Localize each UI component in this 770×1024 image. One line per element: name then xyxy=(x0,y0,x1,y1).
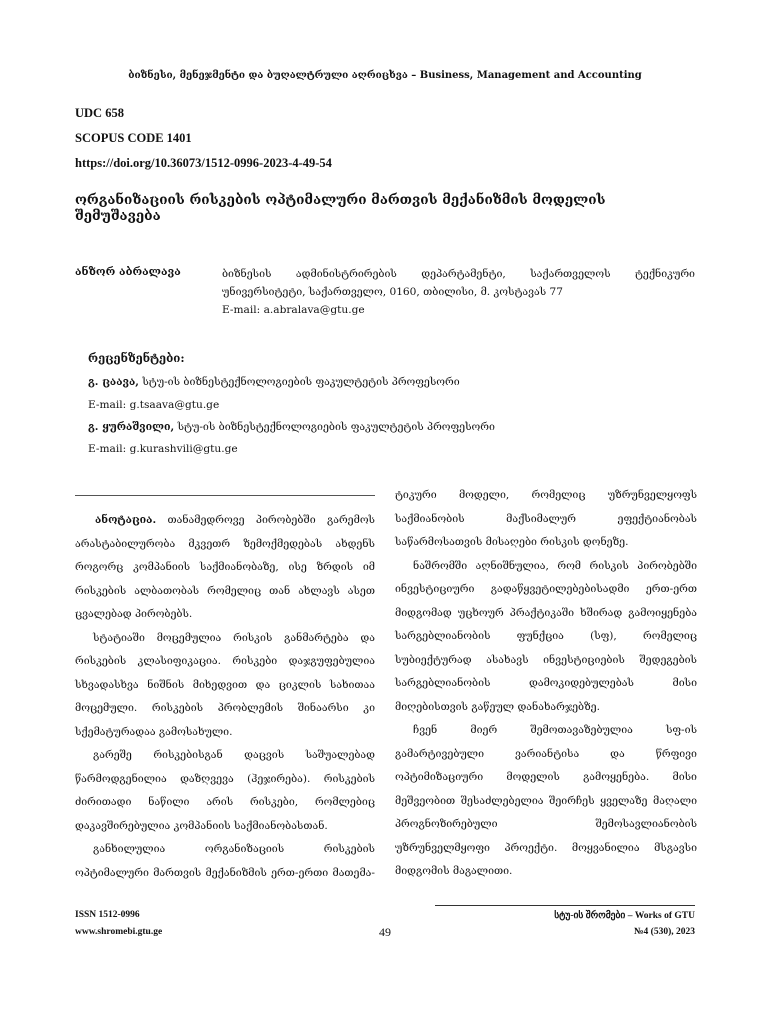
article-title: ორგანიზაციის რისკების ოპტიმალური მართვის მექანიზმის მოდელის შემუშავება xyxy=(75,192,606,224)
author-affiliation xyxy=(222,265,695,319)
abstract-paragraph-1: თანამედროვე პირობებში გარემოს არასტაბილურობა მკვეთრ ზემოქმედებას ახდენს როგორც კომპანიის საქმიანობაზე, ისე ზრდის იმ რისკების ალბათობას რომელიც თან ახლავს ასეთ ცვალებად პირობებს. xyxy=(75,514,375,620)
abstract-paragraph-5: ნაშრომში აღნიშნულია, რომ რისკის პირობებში ინვესტიციური გადაწყვეტილებებისადმი ერთ-ერთ მიდგომად უცხოურ პრაქტიკაში ხშირად გამოიყენება სარგებლიანობის ფუნქცია (სფ), რომელიც სუბიექტურად ასახავს ინვესტიციების შედეგების სარგებლიანობის დამოკიდებულებას მისი მიღებისთვის გაწეულ დანახარჯებზე. xyxy=(395,559,697,713)
author-email[interactable]: E-mail: a.abralava@gtu.ge xyxy=(222,304,365,316)
reviewer-2 xyxy=(88,421,495,433)
reviewer-1-name: გ. ცაავა, xyxy=(88,376,139,388)
reviewer-1-email[interactable]: E-mail: g.tsaava@gtu.ge xyxy=(88,399,220,411)
footer-issue: №4 (530), 2023 xyxy=(634,927,695,937)
doi-link[interactable]: https://doi.org/10.36073/1512-0996-2023-4-49-54 xyxy=(75,156,332,170)
abstract-paragraph-4: განხილულია ორგანიზაციის რისკების ოპტიმალური მართვის მექანიზმის ერთ-ერთი მათემა- xyxy=(75,843,375,879)
abstract-divider xyxy=(75,495,375,496)
reviewers-heading: რეცენზენტები: xyxy=(88,351,185,365)
footer-journal: სტუ-ის შრომები – Works of GTU xyxy=(554,911,695,921)
affiliation-line-2: უნივერსიტეტი, საქართველო, 0160, თბილისი, მ. კოსტავას 77 xyxy=(222,286,564,298)
abstract-paragraph-2: სტატიაში მოცემულია რისკის განმარტება და რისკების კლასიფიკაცია. რისკები დაჯგუფებულია სხვადასხვა ნიშნის მიხედვით და ციკლის სახითაა მოცემული. რისკების პრობლემის შინაარსი კი სქემატურადაა გამოსახული. xyxy=(75,631,375,738)
udc-code: UDC 658 xyxy=(75,106,124,120)
reviewer-1 xyxy=(88,376,460,388)
affiliation-line-1: ბიზნესის ადმინისტრირების დეპარტამენტი, საქართველოს ტექნიკური xyxy=(222,268,695,280)
abstract-paragraph-6: ჩვენ მიერ შემოთავაზებულია სფ-ის გამარტივებული ვარიანტისა და წრფივი ოპტიმიზაციური მოდელის გამოყენება. მისი მეშვეობით შესაძლებელია შეირჩეს ყველაზე მაღალი პროგნოზირებული შემოსავლიანობის უზრუნველმყოფი პროექტი. მოყვანილია მსგავსი მიდგომის მაგალითი. xyxy=(395,724,697,877)
footer-issn: ISSN 1512-0996 xyxy=(75,910,140,920)
footer-rule xyxy=(435,905,695,906)
author-name: ანზორ აბრალავა xyxy=(75,265,181,278)
reviewer-2-email[interactable]: E-mail: g.kurashvili@gtu.ge xyxy=(88,443,238,455)
page-number: 49 xyxy=(379,925,391,939)
scopus-code: SCOPUS CODE 1401 xyxy=(75,131,192,145)
abstract-paragraph-4-cont: ტიკური მოდელი, რომელიც უზრუნველყოფს საქმიანობის მაქსიმალურ ეფექტიანობას საწარმოსათვის მისაღები რისკის დონეზე. xyxy=(395,489,697,548)
reviewer-2-name: გ. ყურაშვილი, xyxy=(88,421,175,433)
reviewer-1-role: სტუ-ის ბიზნესტექნოლოგიების ფაკულტეტის პროფესორი xyxy=(138,376,460,388)
reviewer-2-role: სტუ-ის ბიზნესტექნოლოგიების ფაკულტეტის პროფესორი xyxy=(174,421,495,433)
abstract-column-right xyxy=(395,484,697,884)
footer-website[interactable]: www.shromebi.gtu.ge xyxy=(75,927,163,937)
abstract-label: ანოტაცია. xyxy=(95,514,157,526)
running-head: ბიზნესი, მენეჯმენტი და ბუღალტრული აღრიცხვა – Business, Management and Accounting xyxy=(128,70,642,81)
abstract-paragraph-3: გარეშე რისკებისგან დაცვის საშუალებად წარმოდგენილია დაზღვევა (ჰეჯირება). რისკების ძირითადი ნაწილი არის რისკები, რომლებიც დაკავშირებულია კომპანიის საქმიანობასთან. xyxy=(75,749,375,832)
abstract-column-left xyxy=(75,509,375,885)
